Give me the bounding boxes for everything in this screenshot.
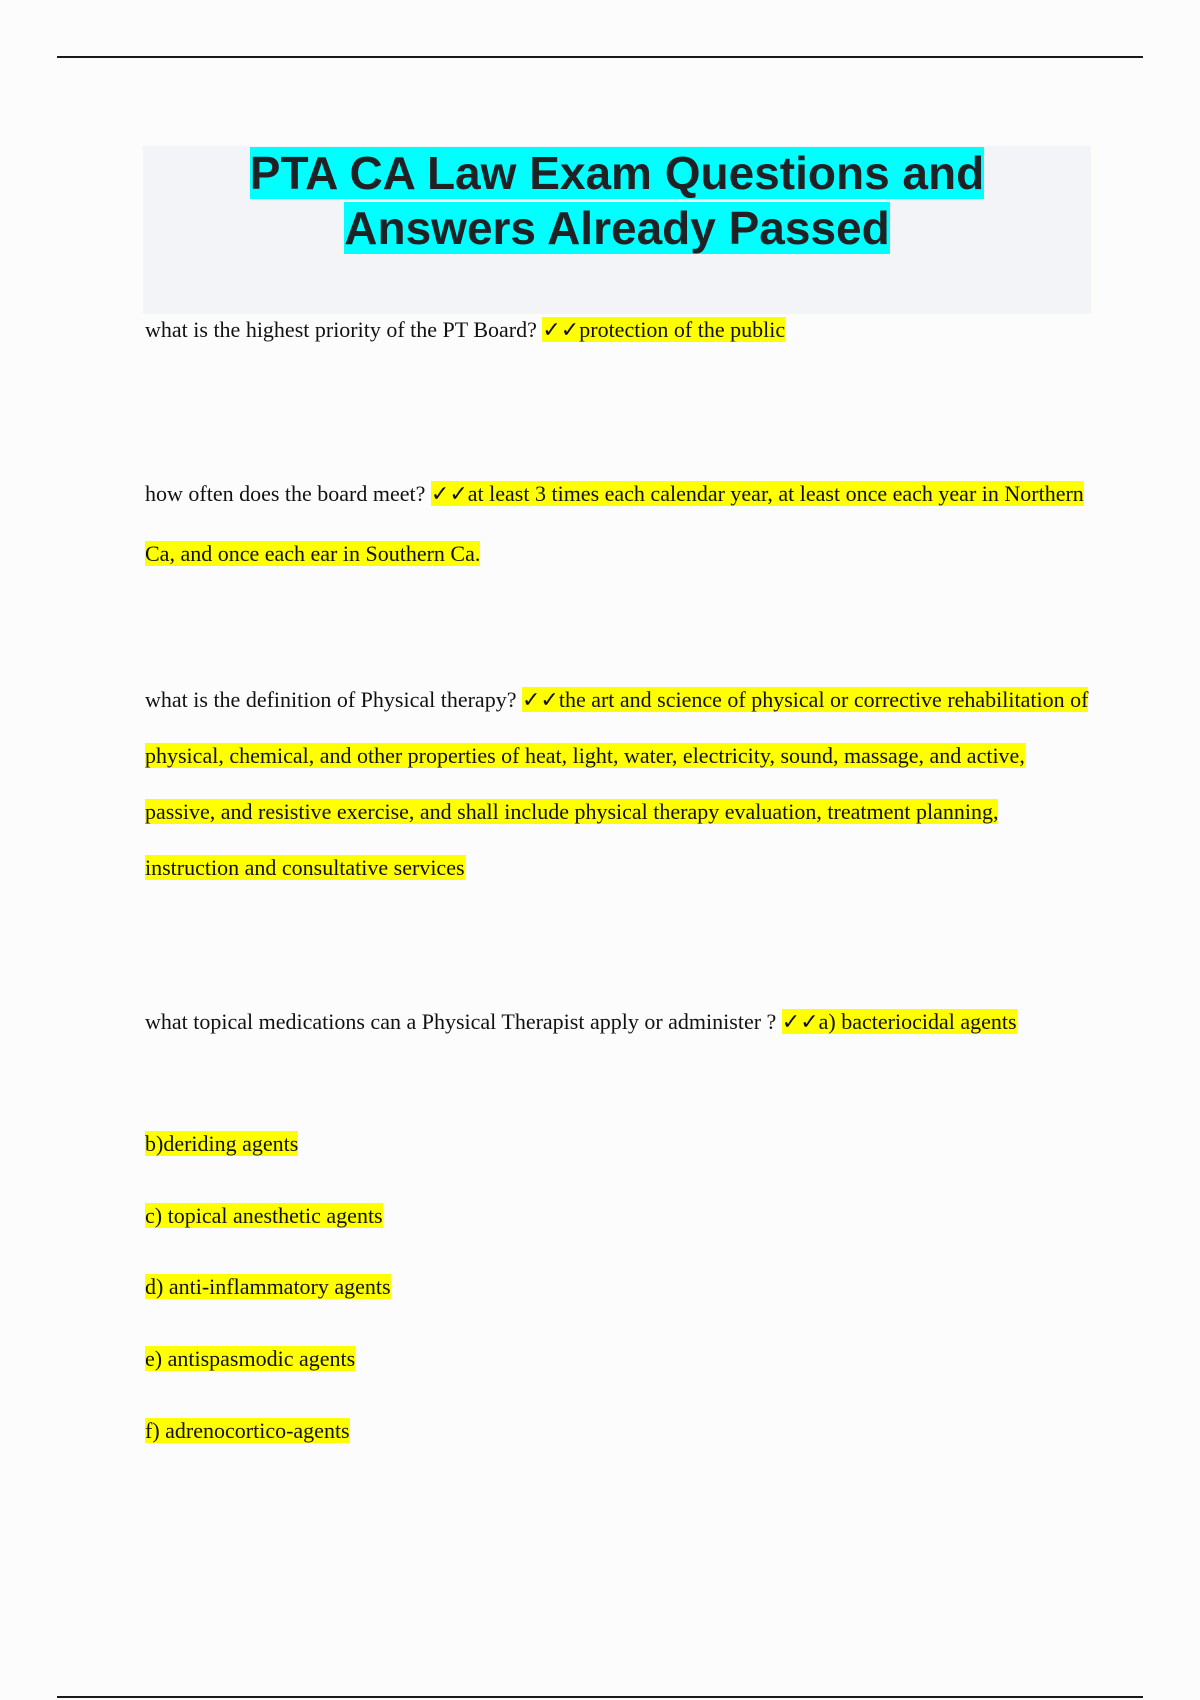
option-text: e) antispasmodic agents [145, 1346, 356, 1371]
question-text: what topical medications can a Physical Therapist apply or administer ? [145, 1009, 782, 1034]
answer-text: ✓✓protection of the public [542, 317, 786, 342]
qa-item [145, 992, 1095, 1052]
answer-text: ✓✓the art and science of physical or corrective rehabilitation of physical, chemical, and other properties of heat, light, water, electricity, sound, massage, and active, passive, and resistive exercise, and shall include physical therapy evaluation, treatment planning, instruction and consultative services [145, 687, 1089, 880]
top-rule [57, 56, 1143, 58]
list-item [145, 1415, 350, 1447]
qa-item [145, 672, 1095, 896]
question-text: how often does the board meet? [145, 481, 431, 506]
option-text: d) anti-inflammatory agents [145, 1274, 391, 1299]
answer-text: ✓✓a) bacteriocidal agents [781, 1009, 1017, 1034]
title-line-2: Answers Already Passed [344, 202, 890, 254]
qa-item [145, 314, 1095, 346]
option-text: c) topical anesthetic agents [145, 1203, 383, 1228]
option-text: b)deriding agents [145, 1131, 299, 1156]
list-item [145, 1200, 383, 1232]
answer-text: ✓✓at least 3 times each calendar year, at least once each year in Northern Ca, and once each ear in Southern Ca. [145, 481, 1084, 566]
question-text: what is the definition of Physical therapy? [145, 687, 522, 712]
qa-item [145, 464, 1095, 584]
option-text: f) adrenocortico-agents [145, 1418, 350, 1443]
document-title [143, 146, 1091, 256]
list-item [145, 1343, 355, 1375]
bottom-rule [57, 1696, 1143, 1698]
question-text: what is the highest priority of the PT Board? [145, 317, 543, 342]
title-line-1: PTA CA Law Exam Questions and [249, 147, 985, 199]
title-banner [143, 146, 1091, 314]
list-item [145, 1128, 298, 1160]
list-item [145, 1271, 391, 1303]
